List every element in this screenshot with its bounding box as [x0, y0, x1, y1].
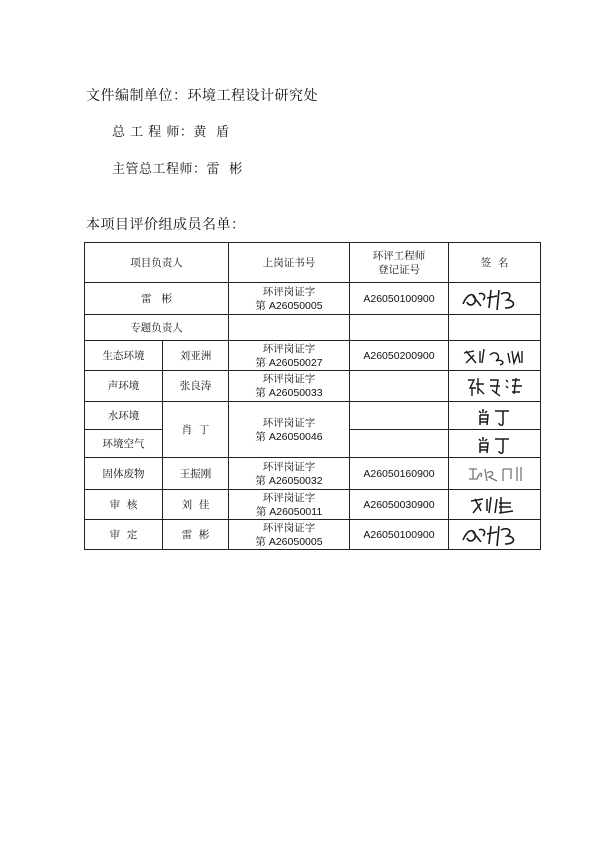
table-row	[85, 371, 541, 402]
eco-signature	[449, 341, 541, 371]
members-title: 本项目评价组成员名单：	[86, 217, 246, 233]
cert-prefix: 环评岗证字	[262, 521, 316, 534]
cert-prefix: 环评岗证字	[262, 285, 316, 298]
unit-line	[86, 85, 318, 105]
cert-prefix: 环评岗证字	[262, 491, 316, 504]
empty-cell	[229, 315, 350, 341]
table-row	[85, 458, 541, 490]
cert-prefix: 环评岗证字	[262, 373, 316, 385]
signature-eco-image	[460, 345, 530, 367]
sound-name: 张良涛	[163, 371, 229, 402]
unit-label: 文件编制单位：	[86, 88, 188, 104]
water-air-name: 肖 丁	[163, 402, 229, 458]
members-table	[84, 242, 541, 550]
table-row	[85, 402, 541, 430]
cert-number: 第 A26050011	[255, 505, 323, 518]
solid-cert	[229, 458, 350, 490]
review-reg: A26050030900	[350, 490, 449, 520]
air-reg	[350, 430, 449, 458]
cert-number: 第 A26050005	[255, 535, 323, 548]
air-signature	[449, 430, 541, 458]
cert-prefix: 环评岗证字	[262, 342, 316, 355]
table-row	[85, 283, 541, 315]
water-signature	[449, 402, 541, 430]
supervising-engineer-label: 主管总工程师：	[112, 162, 207, 177]
cert-number: 第 A26050033	[255, 387, 323, 399]
sound-topic: 声环境	[85, 371, 163, 402]
eco-cert	[229, 341, 350, 371]
header-registration-line1: 环评工程师	[372, 249, 426, 262]
signature-air-image	[475, 433, 515, 455]
leader-name: 雷 彬	[85, 283, 229, 315]
cert-number: 第 A26050027	[255, 356, 323, 369]
sound-reg	[350, 371, 449, 402]
header-registration	[350, 243, 449, 283]
cert-number: 第 A26050005	[255, 299, 323, 312]
signature-sound-image	[464, 374, 526, 398]
cert-number: 第 A26050032	[255, 474, 323, 487]
water-air-cert	[229, 402, 350, 458]
leader-reg: A26050100900	[350, 283, 449, 315]
table-row	[85, 490, 541, 520]
solid-reg: A26050160900	[350, 458, 449, 490]
signature-leader-image	[459, 286, 531, 312]
eco-reg: A26050200900	[350, 341, 449, 371]
header-cert-no: 上岗证书号	[229, 243, 350, 283]
approve-reg: A26050100900	[350, 520, 449, 550]
eco-topic: 生态环境	[85, 341, 163, 371]
review-cert	[229, 490, 350, 520]
signature-water-image	[475, 405, 515, 427]
signature-solid-image	[465, 463, 525, 485]
signature-review-image	[467, 493, 523, 517]
header-project-leader: 项目负责人	[85, 243, 229, 283]
cert-prefix: 环评岗证字	[262, 460, 316, 473]
header-signature: 签 名	[449, 243, 541, 283]
leader-cert	[229, 283, 350, 315]
table-row	[85, 341, 541, 371]
approve-cert	[229, 520, 350, 550]
water-reg	[350, 402, 449, 430]
table-row	[85, 315, 541, 341]
chief-engineer-line	[112, 121, 230, 140]
cert-number: 第 A26050046	[255, 430, 323, 443]
water-topic: 水环境	[85, 402, 163, 430]
supervising-engineer-value: 雷 彬	[206, 162, 243, 177]
approve-topic: 审 定	[85, 520, 163, 550]
solid-topic: 固体废物	[85, 458, 163, 490]
topic-leaders-label: 专题负责人	[85, 315, 229, 341]
sound-signature	[449, 371, 541, 402]
approve-signature	[449, 520, 541, 550]
cert-prefix: 环评岗证字	[262, 416, 316, 429]
review-signature	[449, 490, 541, 520]
header-registration-line2: 登记证号	[378, 263, 420, 276]
sound-cert	[229, 371, 350, 402]
empty-cell	[449, 315, 541, 341]
chief-engineer-label: 总 工 程 师：	[112, 125, 194, 140]
chief-engineer-value: 黄 盾	[193, 125, 230, 140]
table-row	[85, 520, 541, 550]
eco-name: 刘亚洲	[163, 341, 229, 371]
review-topic: 审 核	[85, 490, 163, 520]
empty-cell	[350, 315, 449, 341]
approve-name: 雷 彬	[163, 520, 229, 550]
supervising-engineer-line	[112, 158, 243, 177]
unit-value: 环境工程设计研究处	[187, 88, 318, 104]
review-name: 刘 佳	[163, 490, 229, 520]
air-topic: 环境空气	[85, 430, 163, 458]
table-header-row	[85, 243, 541, 283]
signature-approve-image	[459, 522, 531, 548]
solid-name: 王振刚	[163, 458, 229, 490]
leader-signature	[449, 283, 541, 315]
solid-signature	[449, 458, 541, 490]
